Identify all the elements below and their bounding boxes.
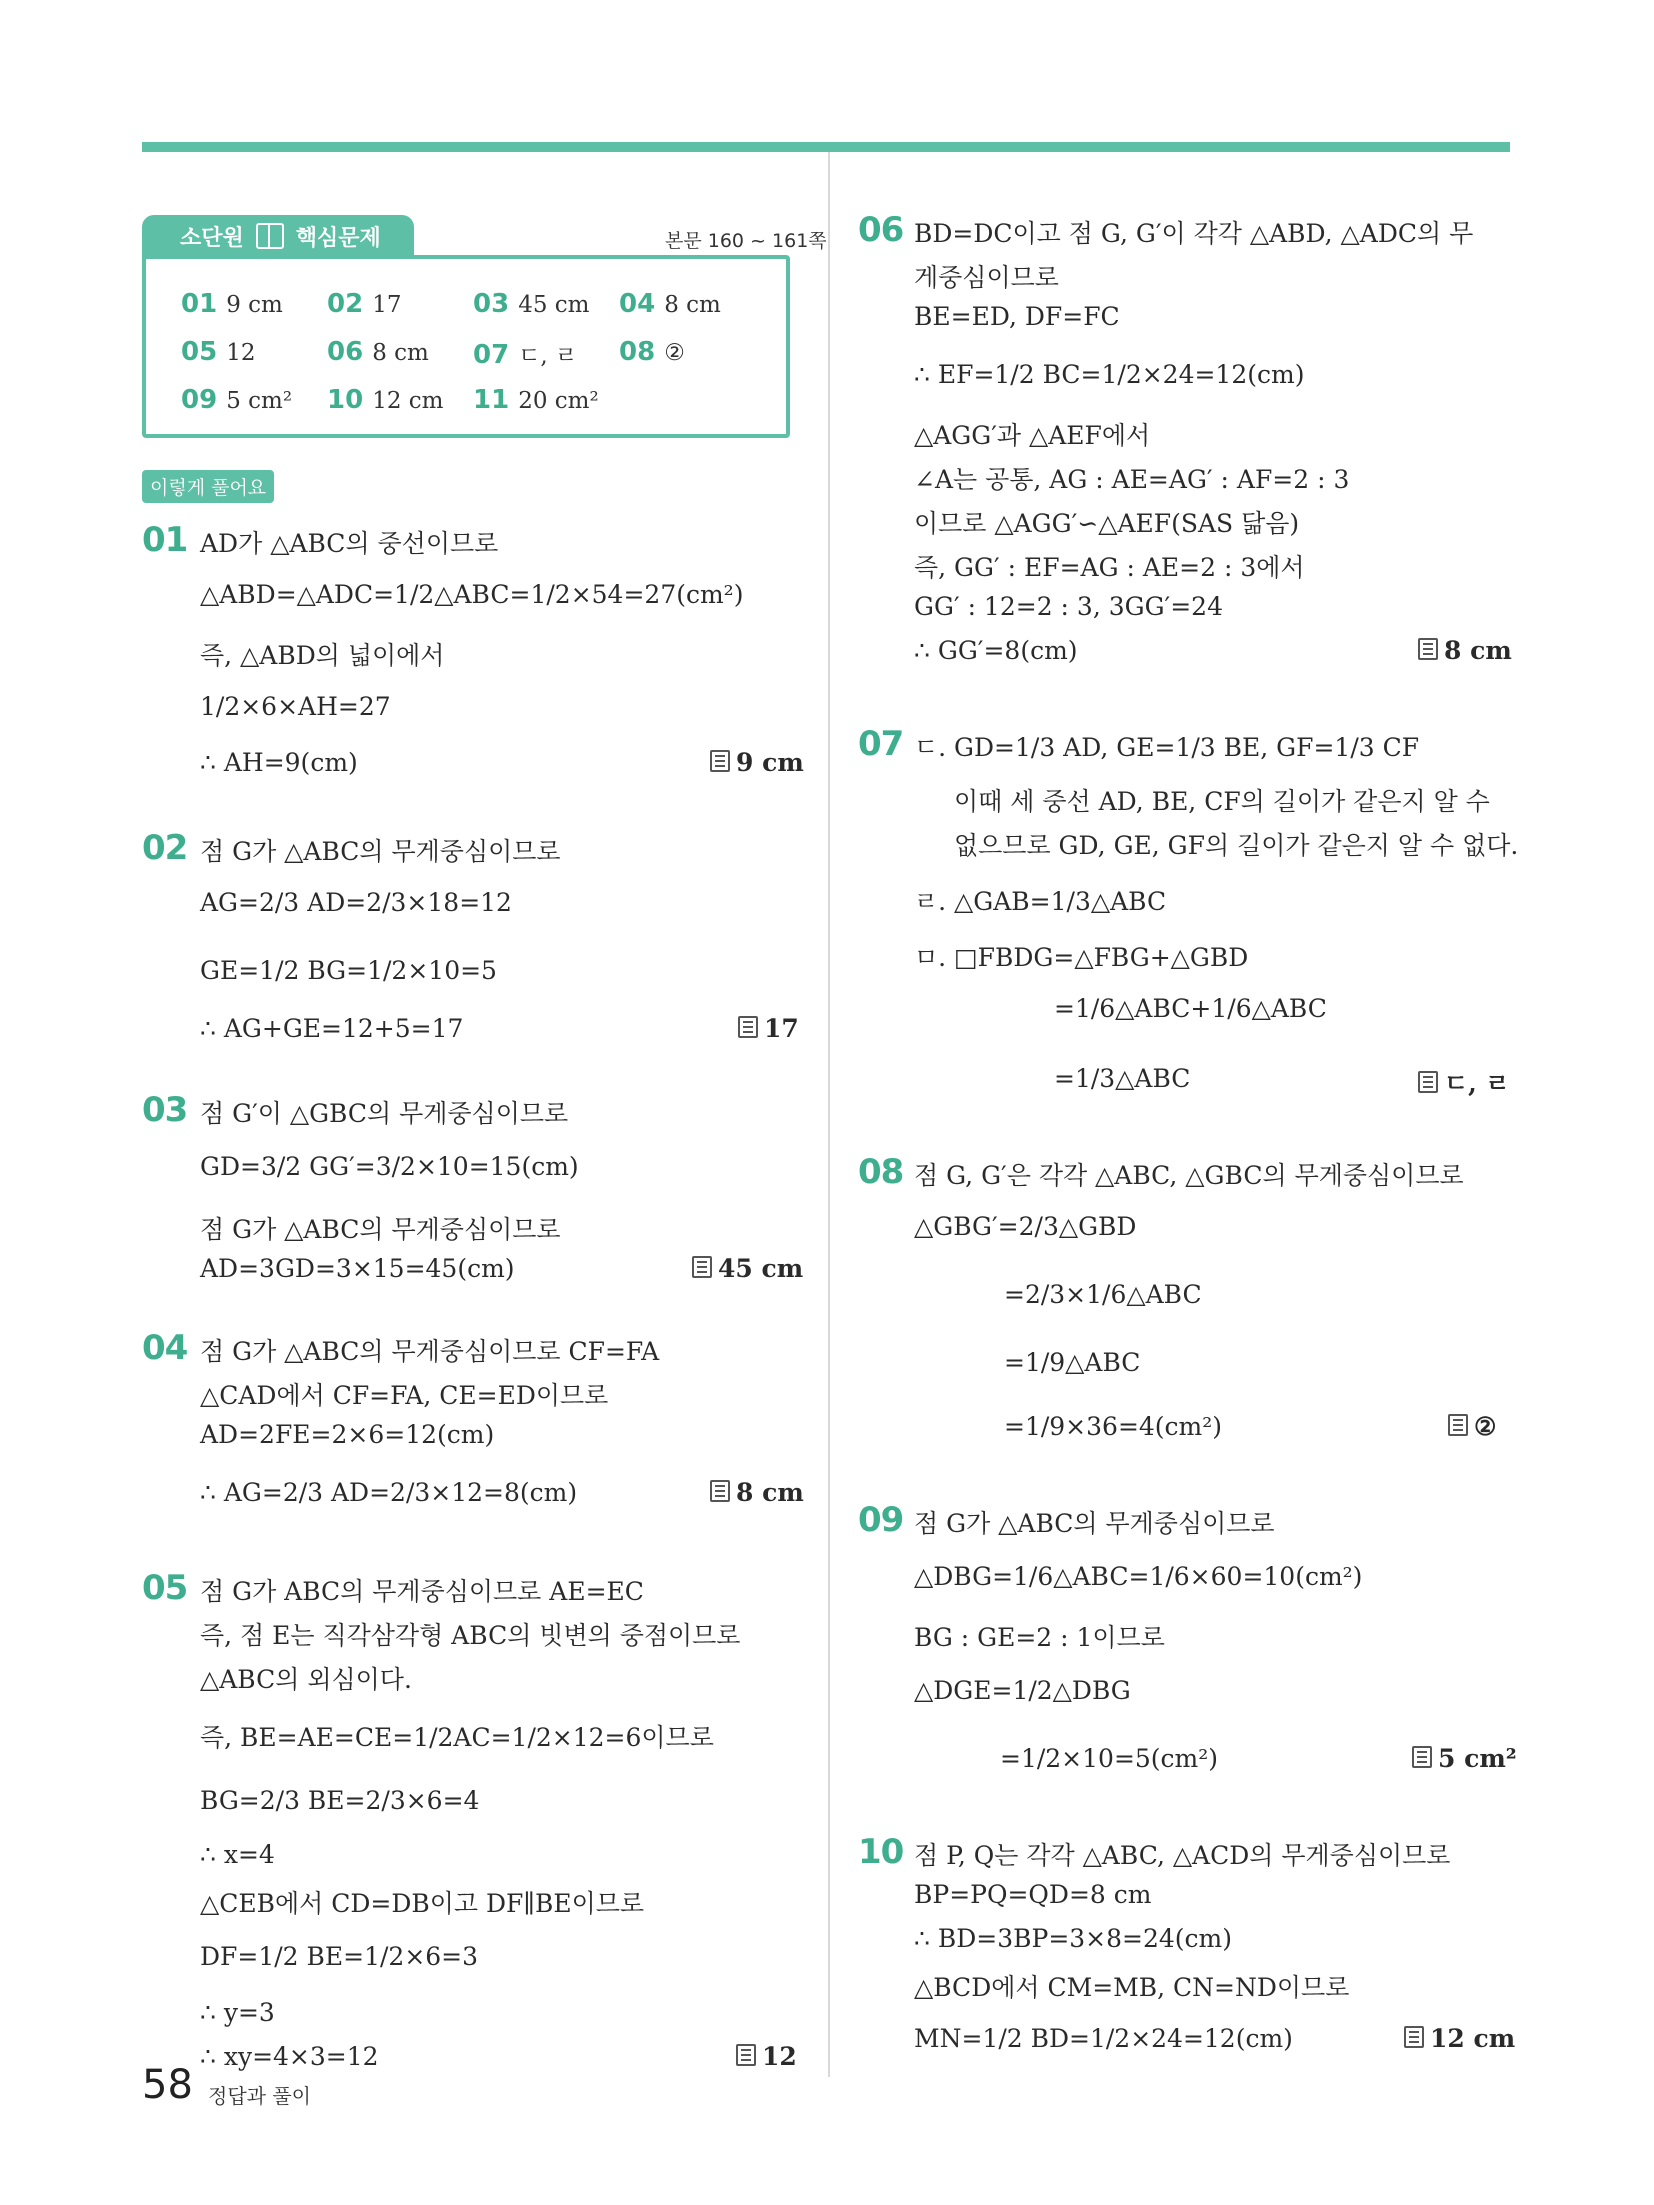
solution-line: ∴ AG+GE=12+5=17 [200, 1014, 464, 1043]
problem-answer: 9 cm [710, 748, 804, 777]
answer-mark-icon [692, 1256, 712, 1278]
answer-item: 08 ② [619, 337, 685, 367]
summary-box [142, 255, 790, 438]
solution-line: ∴ AH=9(cm) [200, 748, 358, 777]
solution-line: AG=2/3 AD=2/3×18=12 [200, 888, 512, 917]
solution-line: ∴ AG=2/3 AD=2/3×12=8(cm) [200, 1478, 578, 1507]
answer-mark-icon [1404, 2026, 1424, 2048]
problem-answer: ② [1448, 1412, 1496, 1441]
solution-line: AD=2FE=2×6=12(cm) [200, 1420, 495, 1449]
solution-line: =2/3×1/6△ABC [1004, 1280, 1202, 1309]
solution-line: ㄷ. GD=1/3 AD, GE=1/3 BE, GF=1/3 CF [914, 733, 1420, 762]
solution-line: ∴ GG′=8(cm) [914, 636, 1078, 665]
solution-line: 점 P, Q는 각각 △ABC, △ACD의 무게중심이므로 [914, 1841, 1451, 1870]
answer-mark-icon [1448, 1414, 1468, 1436]
problem-number: 06 [858, 210, 904, 250]
answer-mark-icon [1418, 1071, 1438, 1093]
solution-line: =1/6△ABC+1/6△ABC [1054, 994, 1327, 1023]
solution-line: △BCD에서 CM=MB, CN=ND이므로 [914, 1973, 1350, 2002]
solution-line: =1/9×36=4(cm²) [1004, 1412, 1223, 1441]
summary-tab-title: 핵심문제 [295, 225, 381, 251]
problem-number: 07 [858, 724, 904, 764]
answer-item: 09 5 cm² [181, 385, 293, 415]
solution-label: 이렇게 풀어요 [142, 470, 274, 503]
solution-line: BP=PQ=QD=8 cm [914, 1880, 1152, 1909]
problem-answer: 8 cm [710, 1478, 804, 1507]
solution-line: AD가 △ABC의 중선이므로 [200, 529, 499, 558]
answer-item: 07 ㄷ, ㄹ [473, 340, 578, 370]
solution-line: =1/2×10=5(cm²) [1000, 1744, 1219, 1773]
solution-line: 점 G가 △ABC의 무게중심이므로 [914, 1509, 1275, 1538]
solution-line: 점 G, G′은 각각 △ABC, △GBC의 무게중심이므로 [914, 1161, 1464, 1190]
answer-item: 04 8 cm [619, 289, 721, 319]
solution-line: GD=3/2 GG′=3/2×10=15(cm) [200, 1152, 579, 1181]
answer-mark-icon [736, 2044, 756, 2066]
solution-line: GE=1/2 BG=1/2×10=5 [200, 956, 497, 985]
problem-number: 01 [142, 520, 188, 560]
solution-line: ∴ x=4 [200, 1840, 275, 1869]
solution-line: =1/3△ABC [1054, 1064, 1191, 1093]
solution-line: DF=1/2 BE=1/2×6=3 [200, 1942, 479, 1971]
problem-number: 09 [858, 1500, 904, 1540]
footer-label: 정답과 풀이 [208, 2084, 311, 2108]
solution-line: 점 G가 △ABC의 무게중심이므로 [200, 837, 561, 866]
problem-answer: 12 [736, 2042, 797, 2071]
answer-item: 10 12 cm [327, 385, 444, 415]
answer-mark-icon [1418, 638, 1438, 660]
problem-number: 04 [142, 1328, 188, 1368]
answer-mark-icon [710, 750, 730, 772]
solution-line: AD=3GD=3×15=45(cm) [200, 1254, 515, 1283]
solution-line: 게중심이므로 [914, 263, 1059, 292]
solution-line: △CAD에서 CF=FA, CE=ED이므로 [200, 1381, 609, 1410]
answer-item: 03 45 cm [473, 289, 590, 319]
answer-mark-icon [1412, 1746, 1432, 1768]
solution-line: ∴ y=3 [200, 1998, 275, 2027]
solution-line: =1/9△ABC [1004, 1348, 1141, 1377]
solution-line: MN=1/2 BD=1/2×24=12(cm) [914, 2024, 1293, 2053]
answer-mark-icon [738, 1016, 758, 1038]
column-divider [828, 152, 830, 2077]
problem-number: 02 [142, 828, 188, 868]
solution-line: 이므로 △AGG′∽△AEF(SAS 닮음) [914, 509, 1300, 538]
problem-answer: 8 cm [1418, 636, 1512, 665]
solution-line: △AGG′과 △AEF에서 [914, 421, 1151, 450]
problem-number: 10 [858, 1832, 904, 1872]
answer-mark-icon [710, 1480, 730, 1502]
solution-line: 점 G′이 △GBC의 무게중심이므로 [200, 1099, 569, 1128]
solution-line: △DGE=1/2△DBG [914, 1676, 1131, 1705]
solution-line: 점 G가 ABC의 무게중심이므로 AE=EC [200, 1577, 644, 1606]
summary-reference: 본문 160 ~ 161쪽 [665, 230, 827, 252]
solution-line: 이때 세 중선 AD, BE, CF의 길이가 같은지 알 수 [954, 787, 1490, 816]
solution-line: 즉, GG′ : EF=AG : AE=2 : 3에서 [914, 553, 1305, 582]
solution-line: △CEB에서 CD=DB이고 DF∥BE이므로 [200, 1889, 645, 1918]
problem-answer: 5 cm² [1412, 1744, 1517, 1773]
answer-item: 02 17 [327, 289, 402, 319]
summary-tab [142, 215, 414, 257]
summary-tab-prefix: 소단원 [180, 225, 244, 251]
answer-item: 06 8 cm [327, 337, 429, 367]
solution-line: 1/2×6×AH=27 [200, 692, 391, 721]
solution-line: BG : GE=2 : 1이므로 [914, 1623, 1165, 1652]
solution-line: BD=DC이고 점 G, G′이 각각 △ABD, △ADC의 무 [914, 219, 1474, 248]
answer-item: 01 9 cm [181, 289, 283, 319]
solution-line: 없으므로 GD, GE, GF의 길이가 같은지 알 수 없다. [954, 831, 1519, 860]
top-accent-bar [142, 142, 1510, 152]
solution-line: GG′ : 12=2 : 3, 3GG′=24 [914, 592, 1223, 621]
solution-line: ㅁ. □FBDG=△FBG+△GBD [914, 943, 1249, 972]
solution-line: 점 G가 △ABC의 무게중심이므로 [200, 1215, 561, 1244]
problem-answer: 12 cm [1404, 2024, 1515, 2053]
problem-answer: ㄷ, ㄹ [1418, 1064, 1510, 1100]
answer-item: 11 20 cm² [473, 385, 599, 415]
solution-line: △ABD=△ADC=1/2△ABC=1/2×54=27(cm²) [200, 580, 744, 609]
solution-line: ∴ BD=3BP=3×8=24(cm) [914, 1924, 1232, 1953]
solution-line: 점 G가 △ABC의 무게중심이므로 CF=FA [200, 1337, 660, 1366]
problem-number: 08 [858, 1152, 904, 1192]
solution-line: ∴ EF=1/2 BC=1/2×24=12(cm) [914, 360, 1305, 389]
page-number: 58 [142, 2062, 193, 2108]
problem-answer: 45 cm [692, 1254, 803, 1283]
book-icon [256, 223, 284, 249]
solution-line: ∠A는 공통, AG : AE=AG′ : AF=2 : 3 [914, 465, 1350, 494]
solution-line: BE=ED, DF=FC [914, 302, 1120, 331]
answer-item: 05 12 [181, 337, 256, 367]
solution-line: 즉, 점 E는 직각삼각형 ABC의 빗변의 중점이므로 [200, 1621, 741, 1650]
solution-line: △GBG′=2/3△GBD [914, 1212, 1137, 1241]
solution-line: ∴ xy=4×3=12 [200, 2042, 379, 2071]
solution-line: 즉, △ABD의 넓이에서 [200, 641, 445, 670]
solution-line: △DBG=1/6△ABC=1/6×60=10(cm²) [914, 1562, 1363, 1591]
solution-line: △ABC의 외심이다. [200, 1665, 412, 1694]
solution-line: ㄹ. △GAB=1/3△ABC [914, 887, 1167, 916]
solution-line: 즉, BE=AE=CE=1/2AC=1/2×12=6이므로 [200, 1723, 714, 1752]
problem-answer: 17 [738, 1014, 799, 1043]
solution-line: BG=2/3 BE=2/3×6=4 [200, 1786, 480, 1815]
problem-number: 05 [142, 1568, 188, 1608]
problem-number: 03 [142, 1090, 188, 1130]
